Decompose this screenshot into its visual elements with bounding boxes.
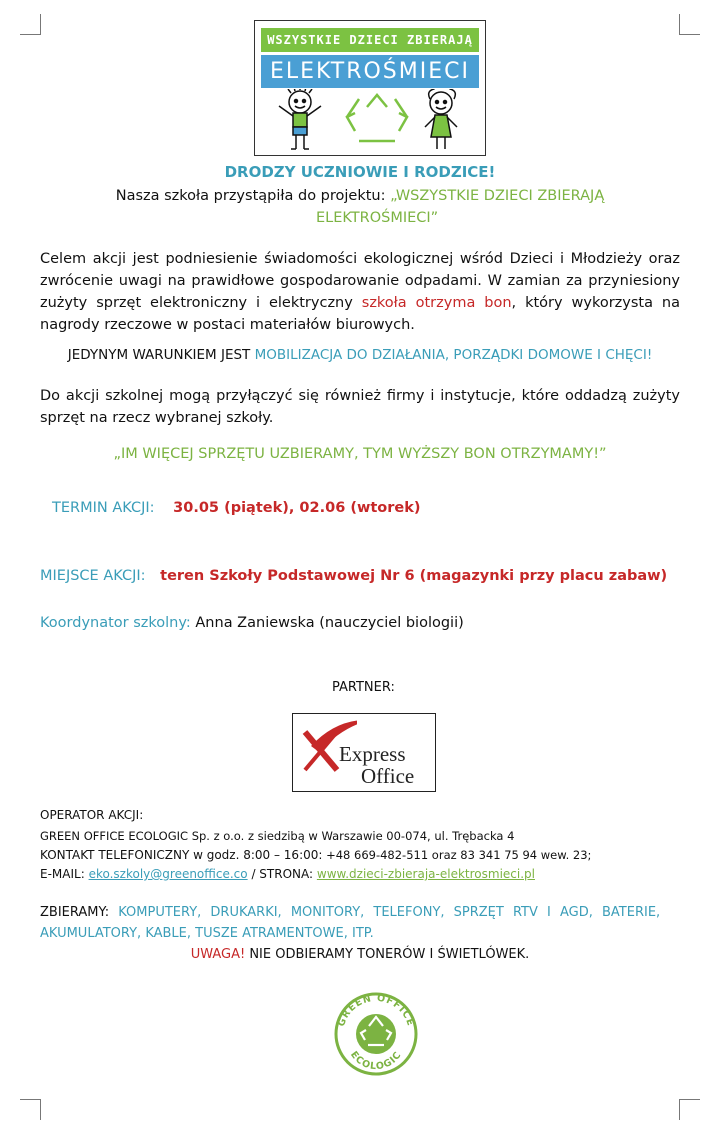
koordynator-row <box>40 615 464 631</box>
partner-label: PARTNER: <box>332 680 395 695</box>
crop-mark-bottom-left <box>20 1099 41 1120</box>
zbieramy-items-line1: KOMPUTERY, DRUKARKI, MONITORY, TELEFONY, SPRZĘT RTV I AGD, BATERIE, <box>118 905 661 920</box>
campaign-logo <box>254 20 486 156</box>
green-office-logo <box>333 990 419 1078</box>
termin-row <box>52 500 421 516</box>
contact-label: KONTAKT TELEFONICZNY w godz. 8:00 – 16:00: <box>40 848 323 862</box>
recycle-icon <box>347 95 407 141</box>
campaign-logo-illustration <box>255 89 485 155</box>
operator-label: OPERATOR AKCJI: <box>40 808 144 822</box>
operator-company: GREEN OFFICE ECOLOGIC Sp. z o.o. z siedzibą w Warszawie 00-074, ul. Trębacka 4 <box>40 829 515 843</box>
miejsce-row <box>40 568 667 584</box>
campaign-logo-line1: WSZYSTKIE DZIECI ZBIERAJĄ <box>261 28 479 52</box>
koordynator-value: Anna Zaniewska (nauczyciel biologii) <box>195 615 464 631</box>
campaign-logo-line2: ELEKTROŚMIECI <box>261 55 479 88</box>
green-office-logo-top-text: GREEN OFFICE <box>335 992 417 1028</box>
condition-highlight: MOBILIZACJA DO DZIAŁANIA, PORZĄDKI DOMOWE I CHĘCI! <box>254 347 653 363</box>
partner-logo-line2: Office <box>361 764 415 788</box>
website-label: STRONA: <box>259 867 314 881</box>
uwaga-text: NIE ODBIERAMY TONERÓW I ŚWIETLÓWEK. <box>245 947 530 962</box>
email-row <box>40 867 535 881</box>
slogan: „IM WIĘCEJ SPRZĘTU UZBIERAMY, TYM WYŻSZY BON OTRZYMAMY!” <box>113 446 607 462</box>
koordynator-label: Koordynator szkolny: <box>40 615 191 631</box>
uwaga-label: UWAGA! <box>190 947 246 962</box>
miejsce-label: MIEJSCE AKCJI: <box>40 568 146 584</box>
website-link[interactable]: www.dzieci-zbieraja-elektrosmieci.pl <box>316 867 535 881</box>
contact-value: +48 669-482-511 oraz 83 341 75 94 wew. 23; <box>322 848 592 862</box>
crop-mark-top-left <box>20 14 41 35</box>
institutions-paragraph: Do akcji szkolnej mogą przyłączyć się również firmy i instytucje, które oddadzą zużyty sprzęt na rzecz wybranej szkoły. <box>40 388 680 426</box>
voucher-highlight: szkoła otrzyma bon <box>361 295 512 311</box>
email-link[interactable]: eko.szkoly@greenoffice.co <box>88 867 248 881</box>
green-office-logo-bottom-text: ECOLOGIC <box>348 1049 405 1073</box>
condition-line <box>30 347 690 363</box>
zbieramy-line1 <box>40 905 660 920</box>
condition-prefix: JEDYNYM WARUNKIEM JEST <box>67 347 255 363</box>
partner-logo <box>292 713 436 792</box>
greeting-heading: DRODZY UCZNIOWIE I RODZICE! <box>224 163 496 181</box>
project-name-line2: ELEKTROŚMIECI” <box>316 210 439 226</box>
boy-figure <box>279 89 321 149</box>
crop-mark-bottom-right <box>679 1099 700 1120</box>
girl-figure <box>425 89 457 149</box>
intro-line <box>30 188 690 204</box>
email-label: E-MAIL: <box>40 867 85 881</box>
project-name-line1: „WSZYSTKIE DZIECI ZBIERAJĄ <box>390 188 605 204</box>
contact-row <box>40 848 591 862</box>
zbieramy-items-line2: AKUMULATORY, KABLE, TUSZE ATRAMENTOWE, ITP. <box>40 926 374 941</box>
intro-text: Nasza szkoła przystąpiła do projektu: <box>115 188 386 204</box>
termin-label: TERMIN AKCJI: <box>52 500 155 516</box>
termin-value: 30.05 (piątek), 02.06 (wtorek) <box>173 500 421 516</box>
goal-paragraph <box>40 248 680 336</box>
email-separator: / <box>247 867 260 881</box>
uwaga-line <box>30 947 690 962</box>
goal-text-part2: , który wykorzysta na nagrody rzeczowe w postaci materiałów biurowych. <box>40 295 680 333</box>
crop-mark-top-right <box>679 14 700 35</box>
partner-logo-line1: Express <box>339 742 406 766</box>
goal-text-part1: Celem akcji jest podniesienie świadomości ekologicznej wśród Dzieci i Młodzieży oraz zwrócenie uwagi na prawidłowe gospodarowanie odpadami. W zamian za przyniesiony zużyty sprzęt elektroniczny i elektryczny <box>40 251 680 311</box>
zbieramy-label: ZBIERAMY: <box>40 905 110 920</box>
miejsce-value: teren Szkoły Podstawowej Nr 6 (magazynki przy placu zabaw) <box>160 568 668 584</box>
